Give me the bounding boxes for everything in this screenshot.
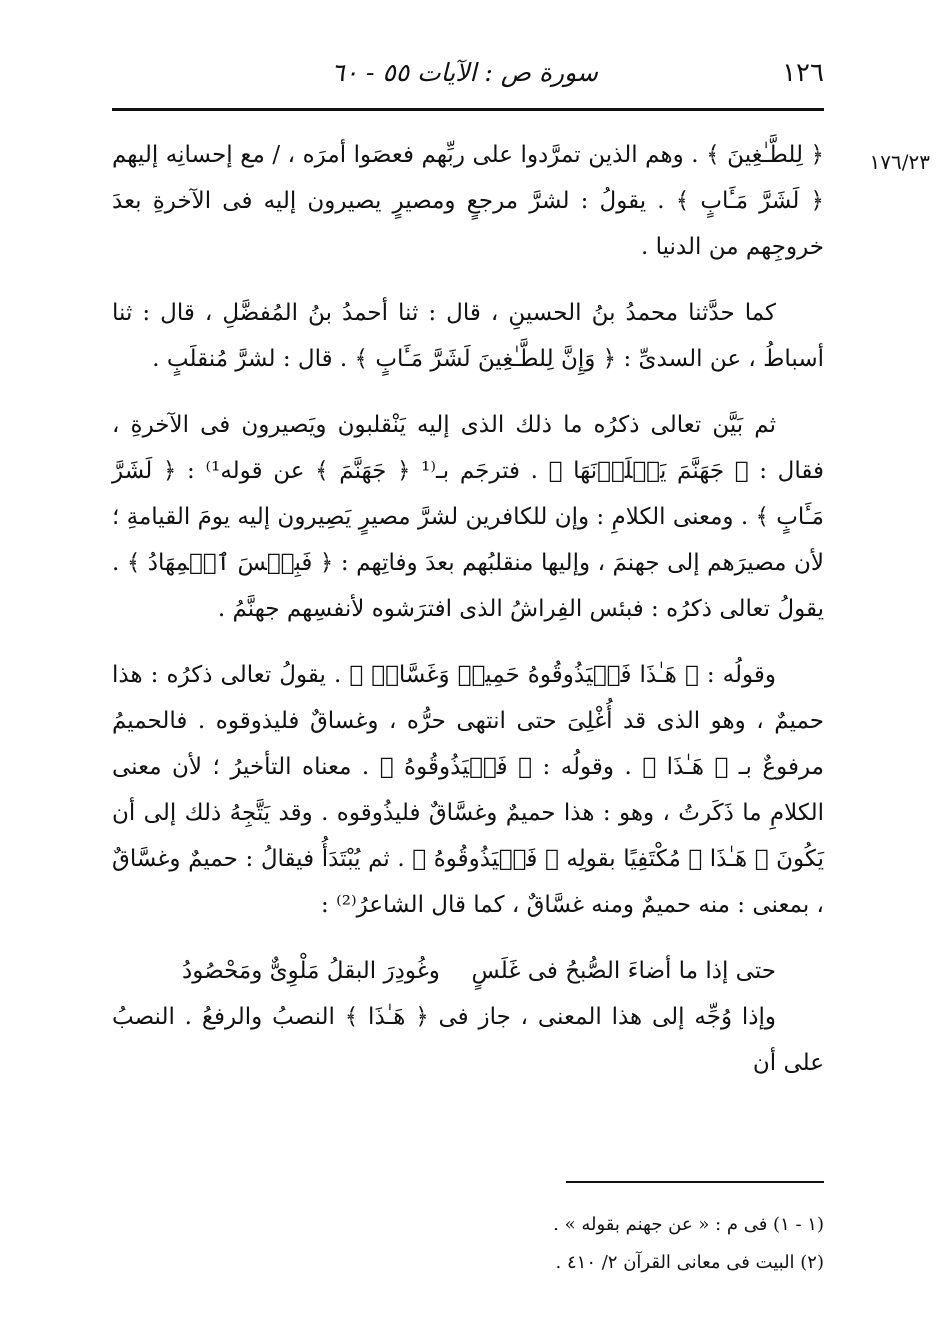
paragraph-5: وإذا وُجِّه إلى هذا المعنى ، جاز فى ﴿ هَـٰذَا ﴾ النصبُ والرفعُ . النصبُ على أن — [112, 1004, 824, 1076]
page-header — [112, 58, 824, 98]
paragraph-4: وقولُه : ﴿ هَـٰذَا فَلۡيَذُوقُوهُ حَمِيمٞ وَغَسَّاقٞ ﴾ . يقولُ تعالى ذكرُه : هذا حميمٌ ، وهو الذى قد أُغْلِىَ حتى انتهى حرُّه ، وغساقٌ فليذوقوه . فالحميمُ مرفوعٌ بـ ﴿ هَـٰذَا ﴾ . وقولُه : ﴿ فَلۡيَذُوقُوهُ ﴾ . معناه التأخيرُ ؛ لأن معنى الكلامِ ما ذَكَرتُ ، وهو : هذا حميمٌ وغسَّاقٌ فليذُوقوه . وقد يَتَّجِهُ ذلك إلى أن يَكُونَ ﴿ هَـٰذَا ﴾ مُكْتَفِيًا بقولِه ﴿ فَلۡيَذُوقُوهُ ﴾ . ثم يُبْتَدَأُ فيقالُ : حميمٌ وغسَّاقٌ ، بمعنى : منه حميمٌ ومنه غسَّاقٌ ، كما قال الشاعرُ⁽²⁾ : — [112, 662, 824, 918]
margin-reference: ١٧٦/٢٣ — [869, 150, 930, 174]
running-title: سورة ص : الآيات ٥٥ - ٦٠ — [331, 58, 598, 87]
paragraph-1: ﴿ لِلطَّـٰغِينَ ﴾ . وهم الذين تمرَّدوا على ربِّهم فعصَوا أمرَه ، / مع إحسانِه إليهم ﴿ لَشَرَّ مَـَٔابٍ ﴾ . يقولُ : لشرَّ مرجعٍ ومصيرٍ يصيرون إليه فى الآخرةِ بعدَ خروجِهم من الدنيا . — [112, 142, 824, 260]
paragraph-3: ثم بَيَّن تعالى ذكرُه ما ذلك الذى إليه يَنْقلبون ويَصيرون فى الآخرةِ ، فقال : ﴿ جَهَنَّمَ يَصۡلَوۡنَهَا ﴾ . فترجَم بـ⁽¹ ﴿ جَهَنَّمَ ﴾ عن قوله¹⁾ : ﴿ لَشَرَّ مَـَٔابٍ ﴾ . ومعنى الكلامِ : وإن للكافرين لشرَّ مصيرٍ يَصِيرون إليه يومَ القيامةِ ؛ لأن مصيرَهم إلى جهنمَ ، وإليها منقلبُهم بعدَ وفاتِهم : ﴿ فَبِئۡسَ ٱلۡمِهَادُ ﴾ . يقولُ تعالى ذكرُه : فبئس الفِراشُ الذى افترَشوه لأنفسِهم جهنَّمُ . — [112, 412, 824, 622]
verse-second-hemistich: وغُودِرَ البقلُ مَلْوِىٌّ ومَحْصُودُ — [182, 958, 440, 984]
footnote-2: (٢) البيت فى معانى القرآن ٢/ ٤١٠ . — [555, 1252, 824, 1273]
footnote-separator — [566, 1181, 824, 1183]
paragraph-2: كما حدَّثنا محمدُ بنُ الحسينِ ، قال : ثنا أحمدُ بنُ المُفضَّلِ ، قال : ثنا أسباطُ ، عن السدىِّ : ﴿ وَإِنَّ لِلطَّـٰغِينَ لَشَرَّ مَـَٔابٍ ﴾ . قال : لشرَّ مُنقلَبٍ . — [112, 300, 824, 372]
page-number: ١٢٦ — [782, 58, 824, 88]
main-text — [112, 132, 824, 1106]
header-rule — [112, 108, 824, 111]
verse-first-hemistich: حتى إذا ما أضاءَ الصُّبحُ فى غَلَسٍ — [471, 958, 776, 984]
poetry-verse — [112, 948, 824, 994]
footnotes — [112, 1206, 824, 1282]
footnote-1: (١ - ١) فى م : « عن جهنم بقوله » . — [553, 1214, 824, 1235]
